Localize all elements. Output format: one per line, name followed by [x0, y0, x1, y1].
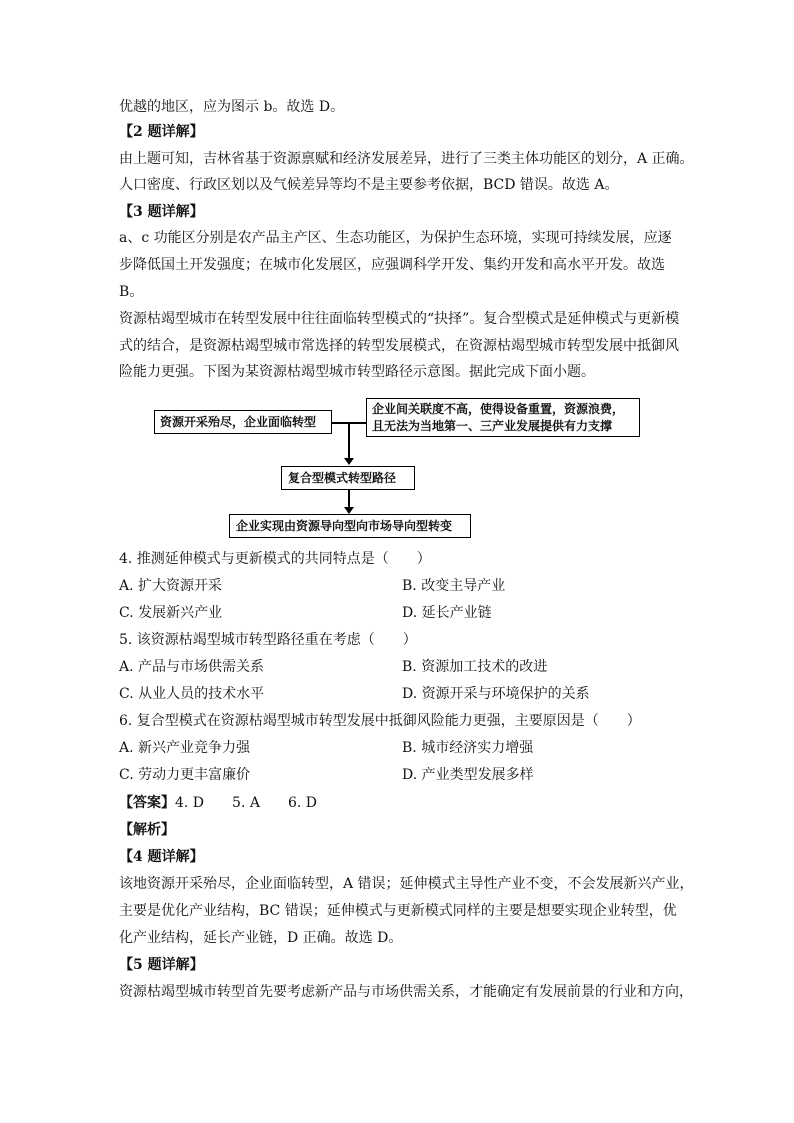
question-stem: 6. 复合型模式在资源枯竭型城市转型发展中抵御风险能力更强，主要原因是（ ）	[119, 713, 641, 729]
text-line: a、c 功能区分别是农产品主产区、生态功能区，为保护生态环境，实现可持续发展，应逐	[119, 230, 672, 246]
text-line: 化产业结构，延长产业链，D 正确。故选 D。	[119, 930, 403, 946]
question-stem: 5. 该资源枯竭型城市转型路径重在考虑（ ）	[119, 632, 417, 648]
diagram-box-line: 企业间关联度不高，使得设备重置，资源浪费，	[372, 402, 625, 416]
answer-label: 【答案】	[119, 795, 175, 811]
question-stem: 4. 推测延伸模式与更新模式的共同特点是（ ）	[119, 551, 431, 567]
diagram-box-line: 且无法为当地第一、三产业发展提供有力支撑	[372, 419, 613, 433]
text-line: 步降低国土开发强度；在城市化发展区，应强调科学开发、集约开发和高水平开发。故选	[119, 257, 665, 273]
connector-line	[348, 422, 350, 462]
option-a: A. 产品与市场供需关系	[119, 659, 265, 675]
diagram-box-market-oriented: 企业实现由资源导向型向市场导向型转变	[229, 514, 471, 538]
text-line: 资源枯竭型城市转型首先要考虑新产品与市场供需关系，才能确定有发展前景的行业和方向，	[119, 984, 693, 1000]
analysis-label: 【解析】	[119, 822, 175, 838]
text-line: 由上题可知，吉林省基于资源禀赋和经济发展差异，进行了三类主体功能区的划分，A 正确。	[119, 151, 694, 167]
option-a: A. 新兴产业竞争力强	[119, 740, 251, 756]
answer-line	[119, 793, 317, 813]
arrow-down-icon	[344, 458, 354, 465]
text-line: 人口密度、行政区划以及气候差异等均不是主要参考依据，BCD 错误。故选 A。	[119, 177, 619, 193]
answer-values: 4. D 5. A 6. D	[175, 795, 317, 811]
option-c: C. 劳动力更丰富廉价	[119, 767, 251, 783]
diagram-box-resource-depleted: 资源开采殆尽，企业面临转型	[154, 410, 332, 434]
option-b: B. 资源加工技术的改进	[402, 659, 548, 675]
section-label: 【2 题详解】	[119, 124, 204, 140]
diagram-box-enterprise-problem	[366, 398, 640, 437]
option-a: A. 扩大资源开采	[119, 578, 223, 594]
option-d: D. 产业类型发展多样	[402, 767, 534, 783]
diagram-box-composite-mode: 复合型模式转型路径	[281, 466, 415, 490]
text-line: 式的结合，是资源枯竭型城市常选择的转型发展模式，在资源枯竭型城市转型发展中抵御风	[119, 338, 679, 354]
text-line: 资源枯竭型城市在转型发展中往往面临转型模式的“抉择”。复合型模式是延伸模式与更新模	[119, 311, 680, 327]
section-label: 【3 题详解】	[119, 204, 204, 220]
option-b: B. 改变主导产业	[402, 578, 506, 594]
option-d: D. 资源开采与环境保护的关系	[402, 686, 590, 702]
text-line: 优越的地区，应为图示 b。故选 D。	[119, 99, 345, 115]
option-b: B. 城市经济实力增强	[402, 740, 534, 756]
arrow-down-icon	[344, 507, 354, 514]
section-label: 【5 题详解】	[119, 957, 204, 973]
text-line: B。	[119, 284, 144, 300]
text-line: 该地资源开采殆尽，企业面临转型，A 错误；延伸模式主导性产业不变，不会发展新兴产业，	[119, 876, 694, 892]
option-d: D. 延长产业链	[402, 605, 492, 621]
option-c: C. 发展新兴产业	[119, 605, 223, 621]
option-c: C. 从业人员的技术水平	[119, 686, 265, 702]
section-label: 【4 题详解】	[119, 849, 204, 865]
text-line: 主要是优化产业结构，BC 错误；延伸模式与更新模式同样的主要是想要实现企业转型，优	[119, 903, 677, 919]
text-line: 险能力更强。下图为某资源枯竭型城市转型路径示意图。据此完成下面小题。	[119, 364, 595, 380]
